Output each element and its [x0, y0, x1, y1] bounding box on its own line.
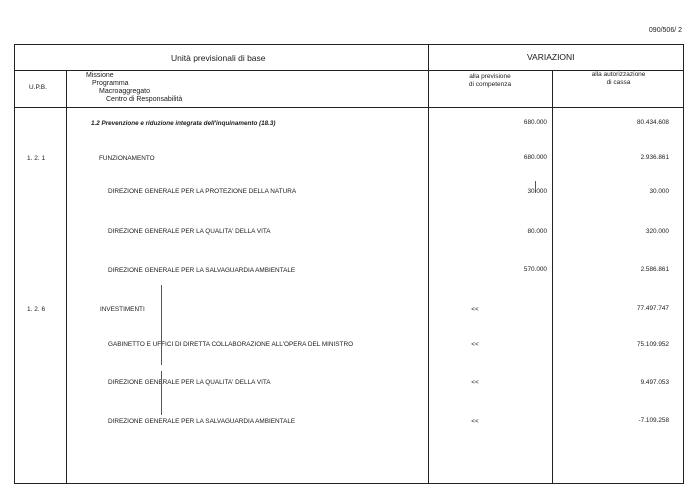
scan-artifact-line — [535, 181, 536, 193]
row-competenza: 30.000 — [527, 188, 547, 195]
scan-artifact-line — [161, 285, 162, 365]
row-cassa: -7.109.258 — [638, 417, 669, 424]
header-divider-2 — [15, 107, 683, 108]
row-label: GABINETTO E UFFICI DI DIRETTA COLLABORAZIONE ALL'OPERA DEL MINISTRO — [108, 341, 354, 348]
row-label: DIREZIONE GENERALE PER LA SALVAGUARDIA AMBIENTALE — [108, 418, 296, 425]
row-upb: 1. 2. 1 — [27, 155, 46, 162]
header-programma: Programma — [92, 80, 129, 87]
header-upb: U.P.B. — [29, 84, 47, 91]
row-competenza: 80.000 — [527, 228, 547, 235]
header-competenza-line-1: alla previsione — [469, 73, 511, 80]
row-cassa: 75.109.952 — [637, 341, 669, 348]
row-competenza: << — [471, 306, 479, 313]
header-centro-responsabilita: Centro di Responsabilità — [106, 96, 183, 103]
header-macroaggregato: Macroaggregato — [99, 88, 150, 95]
row-upb: 1. 2. 6 — [27, 306, 46, 313]
row-label: DIREZIONE GENERALE PER LA QUALITA' DELLA VITA — [108, 228, 271, 235]
budget-table — [14, 44, 684, 484]
row-cassa: 9.497.053 — [640, 379, 669, 386]
header-cassa-line-1: alla autorizzazione — [591, 71, 646, 78]
row-label-investimenti: INVESTIMENTI — [100, 306, 145, 313]
row-label: DIREZIONE GENERALE PER LA PROTEZIONE DELLA NATURA — [108, 188, 297, 195]
header-missione: Missione — [86, 72, 114, 79]
row-competenza: 570.000 — [523, 266, 547, 273]
header-cassa — [553, 71, 684, 87]
col-divider-cassa — [552, 70, 553, 483]
page-reference: 090/506/ 2 — [648, 27, 682, 34]
row-cassa: 77.497.747 — [637, 305, 669, 312]
row-cassa: 30.000 — [649, 188, 669, 195]
row-cassa: 80.434.608 — [637, 119, 669, 126]
col-divider-upb — [66, 70, 67, 483]
scan-artifact-line — [161, 371, 162, 415]
col-divider-variazioni — [428, 45, 429, 483]
header-competenza — [429, 73, 551, 89]
row-competenza: 680.000 — [523, 154, 547, 161]
row-label: DIREZIONE GENERALE PER LA SALVAGUARDIA AMBIENTALE — [108, 267, 296, 274]
row-label: DIREZIONE GENERALE PER LA QUALITA' DELLA VITA — [108, 379, 271, 386]
row-label-funzionamento: FUNZIONAMENTO — [99, 155, 155, 162]
row-competenza: << — [471, 418, 479, 425]
row-label-prevenzione: 1.2 Prevenzione e riduzione integrata dell'inquinamento (18.3) — [91, 120, 276, 127]
row-cassa: 320.000 — [645, 228, 669, 235]
header-cassa-line-2: di cassa — [606, 79, 631, 86]
header-competenza-line-2: di competenza — [468, 81, 512, 88]
row-competenza: 680.000 — [523, 119, 547, 126]
row-competenza: << — [471, 379, 479, 386]
header-unita-previsionali: Unità previsionali di base — [171, 53, 266, 63]
header-variazioni: VARIAZIONI — [527, 52, 575, 62]
row-cassa: 2.936.861 — [640, 154, 669, 161]
row-cassa: 2.586.861 — [640, 266, 669, 273]
row-competenza: << — [471, 341, 479, 348]
